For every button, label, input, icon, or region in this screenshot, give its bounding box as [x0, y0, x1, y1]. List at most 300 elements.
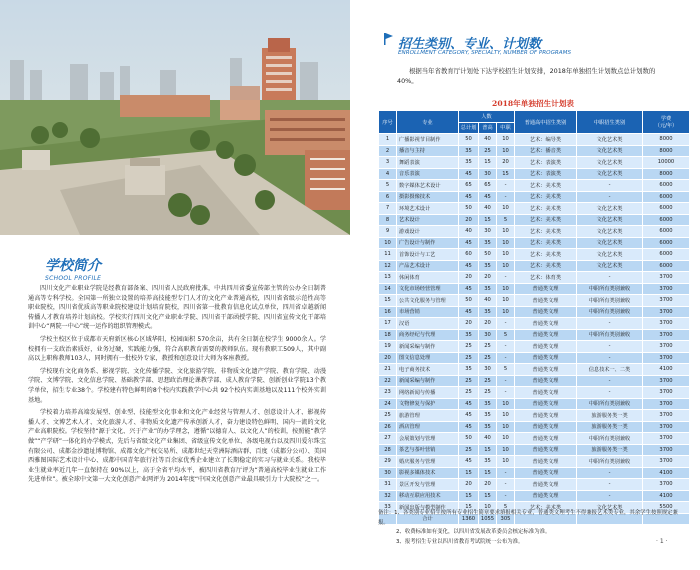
table-cell-major: 游戏设计	[397, 226, 459, 238]
table-cell-voc: 10	[497, 295, 515, 307]
table-cell-total: 20	[459, 318, 479, 330]
table-cell-gen: 25	[479, 387, 497, 399]
table-cell-n: 10	[379, 237, 397, 249]
table-cell-major: 图文信息处理	[397, 352, 459, 364]
table-row	[379, 387, 690, 399]
table-row	[379, 398, 690, 410]
table-cell-voc: -	[497, 180, 515, 192]
table-cell-vcat: 中职所有类别兼收	[577, 456, 643, 468]
table-cell-vcat: 文化艺术类	[577, 260, 643, 272]
table-cell-total: 50	[459, 295, 479, 307]
table-cell-voc: -	[497, 387, 515, 399]
table-cell-fee: 8000	[643, 168, 690, 180]
table-cell-vcat: -	[577, 387, 643, 399]
table-row	[379, 433, 690, 445]
table-cell-gcat: 普通类文理	[515, 433, 577, 445]
enrollment-section-subtitle: ENROLLMENT CATEGORY, SPECIALTY, NUMBER OF PROGRAMS	[398, 50, 572, 56]
table-row	[379, 364, 690, 376]
table-cell-voc: -	[497, 318, 515, 330]
table-cell-n: 11	[379, 249, 397, 261]
table-cell-major: 新闻出版与模型制作	[397, 502, 459, 514]
table-cell-major: 市场营销	[397, 306, 459, 318]
table-cell-vcat: -	[577, 318, 643, 330]
header-count-group: 人数	[459, 111, 515, 123]
table-cell-total: 25	[459, 375, 479, 387]
table-cell-n: 18	[379, 329, 397, 341]
table-cell-fee: 3700	[643, 352, 690, 364]
table-cell-total: 45	[459, 421, 479, 433]
table-cell-n: 4	[379, 168, 397, 180]
table-cell-vcat: 文化艺术类	[577, 214, 643, 226]
table-cell-gcat: 普通类文理	[515, 421, 577, 433]
table-cell-gcat: 艺术：表演类	[515, 168, 577, 180]
table-cell-major: 首饰设计与工艺	[397, 249, 459, 261]
table-cell-gen: 35	[479, 283, 497, 295]
table-row	[379, 306, 690, 318]
table-row	[379, 421, 690, 433]
table-cell-gcat: 普通类文理	[515, 364, 577, 376]
table-cell-vcat: 文化艺术类	[577, 203, 643, 215]
table-cell-total: 35	[459, 329, 479, 341]
table-cell-vcat: 文化艺术类	[577, 249, 643, 261]
table-cell-gcat: 普通类文理	[515, 410, 577, 422]
table-cell-fee: 3700	[643, 283, 690, 295]
table-cell-n: 9	[379, 226, 397, 238]
table-cell-gcat: 普通类文理	[515, 306, 577, 318]
intro-paragraph: 学校现有文化商务系、影视学院、文化传播学院、文化旅游学院、非物质文化遗产学院、教育学院、动漫学院、文博学院、文化信息学院、基础教学部、思想政治理论课教学部、成人教育学院、创新创业学院13个教学单位，招生专业38个。学校建有特色鲜明的8个校内实践教学中心共 92个校内实训基地以及111个校外实训基地。	[28, 367, 326, 404]
table-cell-fee: 6000	[643, 214, 690, 226]
table-cell-total: 25	[459, 387, 479, 399]
table-cell-gen: 35	[479, 421, 497, 433]
table-cell-major: 艺术设计	[397, 214, 459, 226]
table-cell-gcat: 普通类文理	[515, 295, 577, 307]
table-cell-vcat: -	[577, 352, 643, 364]
table-cell-gen: 40	[479, 295, 497, 307]
table-cell-fee: 4100	[643, 490, 690, 502]
table-cell-voc: 10	[497, 145, 515, 157]
table-cell-gen: 25	[479, 352, 497, 364]
table-cell-major: 电子商务技术	[397, 364, 459, 376]
table-cell-total: 60	[459, 249, 479, 261]
table-cell-total: 50	[459, 433, 479, 445]
table-row	[379, 444, 690, 456]
table-cell-gcat: 艺术：美术类	[515, 226, 577, 238]
table-row	[379, 467, 690, 479]
table-cell-gen: 35	[479, 398, 497, 410]
table-cell-major: 广播影视节目制作	[397, 134, 459, 146]
table-cell-gen: 40	[479, 134, 497, 146]
table-cell-fee: 3700	[643, 329, 690, 341]
table-cell-voc: 20	[497, 157, 515, 169]
table-cell-gen: 45	[479, 191, 497, 203]
table-cell-voc: 10	[497, 421, 515, 433]
table-cell-total: 45	[459, 283, 479, 295]
table-cell-voc: -	[497, 467, 515, 479]
table-cell-n: 14	[379, 283, 397, 295]
table-cell-total: 45	[459, 260, 479, 272]
table-cell-major: 景区开发与管理	[397, 479, 459, 491]
table-cell-n: 31	[379, 479, 397, 491]
table-row	[379, 260, 690, 272]
table-cell-gcat: 艺术：美术类	[515, 237, 577, 249]
header-vocational: 中职	[497, 122, 515, 134]
table-cell-n: 24	[379, 398, 397, 410]
table-cell-gen: 35	[479, 260, 497, 272]
table-cell-n: 21	[379, 364, 397, 376]
school-profile-heading	[45, 255, 101, 282]
table-cell-vcat: -	[577, 479, 643, 491]
table-cell-major: 播音与主持	[397, 145, 459, 157]
table-row	[379, 456, 690, 468]
table-row	[379, 283, 690, 295]
table-cell-fee: 3700	[643, 375, 690, 387]
table-cell-gen: 25	[479, 145, 497, 157]
table-cell-vcat: 中职所有类别兼收	[577, 306, 643, 318]
page-number: · 1 ·	[656, 538, 668, 545]
table-cell-major: 新闻采编与制作	[397, 341, 459, 353]
table-cell-fee: 4100	[643, 467, 690, 479]
table-cell-voc: 10	[497, 410, 515, 422]
table-cell-fee: 6000	[643, 226, 690, 238]
table-cell-gcat: 普通类文理	[515, 283, 577, 295]
table-cell-voc: -	[497, 272, 515, 284]
table-cell-total: 35	[459, 145, 479, 157]
table-cell-vcat: 文化艺术类	[577, 145, 643, 157]
fee-unit: （元/年）	[654, 123, 678, 129]
table-cell-vcat: -	[577, 490, 643, 502]
table-cell-total: 15	[459, 490, 479, 502]
table-cell-n: 8	[379, 214, 397, 226]
table-cell-total: 50	[459, 203, 479, 215]
table-cell-fee: 3700	[643, 421, 690, 433]
table-cell-major: 文化市场经营管理	[397, 283, 459, 295]
table-cell-gen: 25	[479, 341, 497, 353]
fee-label: 学费	[660, 116, 672, 122]
table-cell-gen: 25	[479, 375, 497, 387]
table-cell-fee: 3700	[643, 456, 690, 468]
table-cell-gcat: 艺术：美术类	[515, 249, 577, 261]
table-cell-gcat: 普通类文理	[515, 444, 577, 456]
table-cell-major: 会展策划与管理	[397, 433, 459, 445]
table-cell-vcat: 中职所有类别兼收	[577, 283, 643, 295]
header-fee	[643, 111, 690, 134]
table-cell-voc: 10	[497, 283, 515, 295]
table-cell-vcat: -	[577, 341, 643, 353]
table-row	[379, 410, 690, 422]
table-cell-fee: 8000	[643, 134, 690, 146]
table-cell-n: 22	[379, 375, 397, 387]
enrollment-plan-table	[378, 110, 690, 525]
table-cell-n: 23	[379, 387, 397, 399]
table-cell-vcat: -	[577, 191, 643, 203]
section-subtitle: SCHOOL PROFILE	[45, 275, 102, 282]
table-cell-gcat: 普通类文理	[515, 387, 577, 399]
table-cell-vcat: 中职所有类别兼收	[577, 433, 643, 445]
table-cell-vcat: -	[577, 467, 643, 479]
table-cell-vcat: -	[577, 375, 643, 387]
table-cell-vcat: 文化艺术类	[577, 502, 643, 514]
table-cell-voc: 10	[497, 237, 515, 249]
table-cell-total: 40	[459, 226, 479, 238]
table-cell-total: 35	[459, 364, 479, 376]
table-cell-gcat: 普通类文理	[515, 352, 577, 364]
table-cell-gcat: 普通类文理	[515, 467, 577, 479]
table-body	[379, 134, 690, 525]
table-cell-fee: 4100	[643, 364, 690, 376]
table-row	[379, 237, 690, 249]
table-cell-major: 网络新闻与传播	[397, 387, 459, 399]
table-row	[379, 134, 690, 146]
table-cell-voc: 15	[497, 168, 515, 180]
table-row	[379, 479, 690, 491]
table-cell-fee: 3700	[643, 410, 690, 422]
header-general: 普高	[479, 122, 497, 134]
table-row	[379, 490, 690, 502]
table-cell-vcat: 信息技术一、二类	[577, 364, 643, 376]
table-cell-major: 舞蹈表演	[397, 157, 459, 169]
table-cell-voc: 10	[497, 203, 515, 215]
table-cell-fee: 6000	[643, 237, 690, 249]
table-cell-vcat: -	[577, 272, 643, 284]
table-row	[379, 249, 690, 261]
table-cell-total: 25	[459, 352, 479, 364]
table-cell-vcat: -	[577, 180, 643, 192]
table-cell-major: 影视多媒体技术	[397, 467, 459, 479]
flag-icon	[384, 33, 393, 45]
table-cell-total: 45	[459, 237, 479, 249]
table-cell-n: 15	[379, 295, 397, 307]
note-line: 3、报考招生专业以四川省教育考试院统一公布为准。	[396, 538, 524, 545]
table-cell-gcat: 普通类文理	[515, 318, 577, 330]
table-cell-fee: 6000	[643, 203, 690, 215]
table-cell-vcat: 旅游服务类一类	[577, 410, 643, 422]
table-cell-voc: -	[497, 191, 515, 203]
table-cell-fee: 10000	[643, 157, 690, 169]
table-cell-gen: 35	[479, 237, 497, 249]
table-row	[379, 180, 690, 192]
note-line: 2、收费标准如有变化，以四川省发展改革委员会核定标准为准。	[396, 529, 551, 535]
table-cell-gcat: 艺术：美术类	[515, 203, 577, 215]
table-cell-fee: 3700	[643, 398, 690, 410]
table-cell-fee: 6000	[643, 191, 690, 203]
table-cell-voc: 10	[497, 456, 515, 468]
table-cell-gcat: 艺术：美术类	[515, 191, 577, 203]
table-cell-gen: 15	[479, 490, 497, 502]
table-cell-n: 7	[379, 203, 397, 215]
table-row	[379, 341, 690, 353]
table-cell-total: 45	[459, 410, 479, 422]
total-cell: 1360	[459, 513, 479, 525]
table-cell-gen: 30	[479, 364, 497, 376]
table-cell-gcat: 普通类文理	[515, 341, 577, 353]
table-cell-total: 65	[459, 180, 479, 192]
section-title: 学校简介	[45, 258, 101, 274]
table-cell-n: 28	[379, 444, 397, 456]
enrollment-intro: 根据当年省教育厅计划处下达学校招生计划安排，2018年单独招生计划数点总计划数的 40%。	[397, 67, 656, 85]
table-cell-fee: 3700	[643, 295, 690, 307]
table-row	[379, 191, 690, 203]
table-cell-gcat: 艺术：美术类	[515, 214, 577, 226]
table-cell-total: 15	[459, 467, 479, 479]
table-cell-gen: 50	[479, 249, 497, 261]
header-vocational-category: 中职招生类别	[577, 111, 643, 134]
table-cell-gen: 15	[479, 157, 497, 169]
table-cell-fee: 3700	[643, 272, 690, 284]
table-cell-vcat: 中职所有类别兼收	[577, 398, 643, 410]
table-cell-voc: -	[497, 352, 515, 364]
table-cell-fee: 8000	[643, 145, 690, 157]
table-cell-vcat: 旅游服务类一类	[577, 421, 643, 433]
table-row	[379, 203, 690, 215]
table-cell-fee: 3700	[643, 479, 690, 491]
table-cell-major: 广告设计与制作	[397, 237, 459, 249]
table-cell-total: 45	[459, 168, 479, 180]
table-cell-major: 数字媒体艺术设计	[397, 180, 459, 192]
table-cell-voc: 10	[497, 444, 515, 456]
table-cell-major: 文物修复与保护	[397, 398, 459, 410]
table-cell-n: 26	[379, 421, 397, 433]
table-cell-fee: 3700	[643, 433, 690, 445]
table-cell-n: 1	[379, 134, 397, 146]
table-cell-total: 50	[459, 134, 479, 146]
table-cell-voc: 5	[497, 364, 515, 376]
table-cell-gen: 20	[479, 272, 497, 284]
table-cell-total: 45	[459, 306, 479, 318]
table-cell-gen: 15	[479, 214, 497, 226]
table-cell-n: 5	[379, 180, 397, 192]
table-cell-vcat: 文化艺术类	[577, 237, 643, 249]
table-row	[379, 214, 690, 226]
table-cell-major: 汉语	[397, 318, 459, 330]
header-seq: 序号	[379, 111, 397, 134]
table-cell-fee: 3700	[643, 306, 690, 318]
table-cell-voc: -	[497, 479, 515, 491]
table-cell-fee: 3700	[643, 387, 690, 399]
table-cell-gcat: 艺术：体育类	[515, 272, 577, 284]
table-cell-fee: 6000	[643, 260, 690, 272]
page-number-value: 1	[659, 538, 664, 545]
table-row	[379, 352, 690, 364]
table-cell-voc: 10	[497, 260, 515, 272]
table-cell-fee: 3700	[643, 318, 690, 330]
total-cell: 1055	[479, 513, 497, 525]
table-cell-gen: 65	[479, 180, 497, 192]
campus-aerial-photo	[0, 0, 350, 235]
table-cell-vcat: 文化艺术类	[577, 168, 643, 180]
table-cell-gcat: 艺术：编导类	[515, 134, 577, 146]
table-cell-n: 6	[379, 191, 397, 203]
table-cell-vcat: 中职所有类别兼收	[577, 295, 643, 307]
header-total: 总计划	[459, 122, 479, 134]
table-cell-n: 29	[379, 456, 397, 468]
table-cell-n: 3	[379, 157, 397, 169]
table-cell-vcat: 文化艺术类	[577, 157, 643, 169]
table-cell-major: 摄影摄像技术	[397, 191, 459, 203]
table-cell-voc: -	[497, 490, 515, 502]
table-cell-total: 35	[459, 157, 479, 169]
table-cell-n: 13	[379, 272, 397, 284]
table-cell-gcat: 普通类文理	[515, 398, 577, 410]
table-row	[379, 318, 690, 330]
table-cell-fee: 5500	[643, 502, 690, 514]
table-cell-major: 茶艺与茶叶营销	[397, 444, 459, 456]
table-cell-n: 19	[379, 341, 397, 353]
school-intro-text	[28, 284, 326, 488]
table-cell-total: 15	[459, 502, 479, 514]
table-cell-gen: 20	[479, 479, 497, 491]
table-row	[379, 295, 690, 307]
table-cell-total: 20	[459, 479, 479, 491]
table-cell-gcat: 普通类文理	[515, 375, 577, 387]
table-cell-fee: 3700	[643, 444, 690, 456]
table-cell-fee: 6000	[643, 249, 690, 261]
table-notes	[378, 509, 688, 547]
table-cell-gen: 35	[479, 410, 497, 422]
table-cell-fee: 6000	[643, 180, 690, 192]
table-cell-n: 2	[379, 145, 397, 157]
table-row	[379, 375, 690, 387]
table-cell-major: 公共文化服务与管理	[397, 295, 459, 307]
table-cell-major: 休闲体育	[397, 272, 459, 284]
table-cell-n: 25	[379, 410, 397, 422]
table-cell-voc: 5	[497, 502, 515, 514]
table-cell-major: 商务经纪与代理	[397, 329, 459, 341]
table-cell-n: 20	[379, 352, 397, 364]
table-cell-gen: 30	[479, 168, 497, 180]
intro-paragraph: 四川文化产业职业学院是经教育部备案、四川省人民政府批准，中共四川省委宣传部主管的公办全日制普通高等专科学校。全国第一所独立设置的培养高技能型专门人才的文化产业普通高校，四川省省级示范性高等职业院校，四川省优质高等职业院校建设计划培育院校，四川省第一批教育信息化试点单位，四川省卓越新闻传播人才教育培养计划高校。学校实行四川文化产业职业学院、四川省干部函授学院、四川省宣传文化干部培训中心“两院一中心”统一运作的组织管理模式。	[28, 285, 326, 331]
table-cell-total: 20	[459, 214, 479, 226]
table-cell-voc: 5	[497, 329, 515, 341]
table-cell-gcat: 艺术：美术类	[515, 260, 577, 272]
table-cell-major: 环境艺术设计	[397, 203, 459, 215]
table-cell-total: 20	[459, 272, 479, 284]
table-cell-vcat: 中职所有类别兼收	[577, 329, 643, 341]
table-cell-voc: 10	[497, 398, 515, 410]
table-row	[379, 157, 690, 169]
table-cell-vcat: 旅游服务类一类	[577, 444, 643, 456]
table-cell-voc: 10	[497, 249, 515, 261]
table-cell-gcat: 艺术：美术类	[515, 180, 577, 192]
table-cell-gen: 20	[479, 318, 497, 330]
table-cell-total: 25	[459, 444, 479, 456]
table-cell-gcat: 普通类文理	[515, 329, 577, 341]
table-cell-major: 音乐表演	[397, 168, 459, 180]
table-cell-n: 12	[379, 260, 397, 272]
table-cell-voc: 10	[497, 433, 515, 445]
total-cell: 305	[497, 513, 515, 525]
table-cell-voc: 10	[497, 306, 515, 318]
table-cell-total: 45	[459, 191, 479, 203]
table-cell-gcat: 普通类文理	[515, 479, 577, 491]
table-cell-n: 32	[379, 490, 397, 502]
table-cell-total: 45	[459, 456, 479, 468]
table-caption: 2018年单独招生计划表	[492, 99, 574, 108]
table-cell-n: 33	[379, 502, 397, 514]
table-cell-gcat: 艺术：表演类	[515, 157, 577, 169]
enrollment-section-title: 招生类别、专业、计划数	[398, 37, 542, 52]
intro-paragraph: 学校着力培养高端发展型、创业型、技能型文化事业和文化产业经营与管理人才、创意设计人才、影视传播人才、文博艺术人才、文化旅游人才、非物质文化遗产传承创新人才，奋力建设特色鲜明、国内一流的文化产业高职院校。学校坚持“源于文化、兴于产业”的办学理念，遵循“以德育人、以文化人”的校训，按照能“教学做”“产学研”一体化的办学模式，先后与省级文化产业集团、省级宣传文化单位、各级电视台以及四川爱尔珠宝有限公司、成都金沙遗址博物馆、成都文化产权交易所、成都世纪天堂洲际酒店群、百度（成都分公司）、美国西雅图国际艺术设计中心、成都中国青年旅行社等百余家优秀企业建立了长期稳定的实习与就业关系。我校毕业生就业率近几年一直保持在 90%以上，高于全省平均水平，被四川省教育厅评为“普通高校毕业生就业工作先进单位”。被全球中文第一大文化创意产业网评为 2014年度“中国文化创意产业最具吸引力十大院校”之一。	[28, 409, 326, 484]
table-cell-n: 16	[379, 306, 397, 318]
intro-paragraph: 学校主校区位于成都市天府新区核心区域华阳，校园面积 570余亩，共有全日制在校学生 9000余人。学校拥有一支政治素质好，业务过硬，实践能力强，符合高职教育需要的教师队伍。现有教职工509人，其中副高以上职称教师103人，同时拥有一批校外专家，教授和创意设计大师为客座教授。	[28, 335, 326, 363]
table-cell-major: 旅游管理	[397, 410, 459, 422]
table-cell-major: 酒店管理	[397, 421, 459, 433]
table-cell-gen: 35	[479, 456, 497, 468]
table-cell-vcat: 文化艺术类	[577, 226, 643, 238]
header-major: 专业	[397, 111, 459, 134]
table-cell-gen: 40	[479, 433, 497, 445]
table-cell-gen: 35	[479, 306, 497, 318]
table-cell-n: 27	[379, 433, 397, 445]
